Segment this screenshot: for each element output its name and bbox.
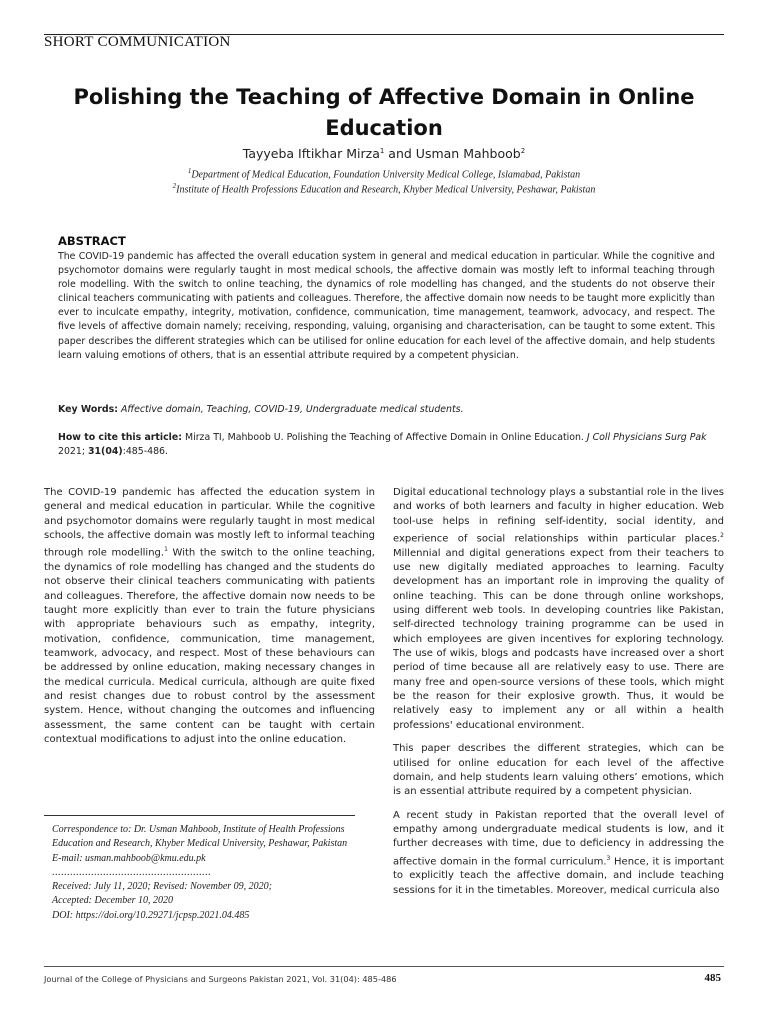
right-column — [393, 486, 724, 907]
reference-marker: 3 — [606, 854, 611, 862]
correspondence-address: Correspondence to: Dr. Usman Mahboob, Institute of Health Professions Education and Research, Khyber Medical University, Peshawar, Pakistan — [52, 824, 348, 850]
article-title: Polishing the Teaching of Affective Domain in Online Education — [73, 85, 695, 140]
affiliation-text: Department of Medical Education, Foundation University Medical College, Islamabad, Pakistan — [191, 169, 581, 181]
author-affil-marker: 1 — [379, 146, 385, 155]
citation-volume: 31(04) — [88, 446, 123, 457]
citation-journal: J Coll Physicians Surg Pak — [586, 432, 707, 443]
paragraph-text: With the switch to the online teaching, the dynamics of role modelling has changed and the students do not observe their clinical teachers communicating with patients and colleagues. Therefore, the affective domain now needs to be taught more explicitly than ever to train the future physicians with appropriate behaviours such as empathy, integrity, motivation, confidence, communication, time management, teamwork, advocacy, and respect. Most of these behaviours can be addressed by online education, making necessary changes in the medical curricula. Medical curricula, although are quite fixed and resist changes due to robust control by the assessment system. Hence, without changing the outcomes and influencing assessment, the same content can be taught with certain contextual modifications to adjust into the online education. — [44, 547, 375, 746]
reference-marker: 1 — [164, 546, 168, 554]
correspondence-rule — [44, 815, 355, 816]
author-line — [60, 146, 708, 161]
footer-journal-line: Journal of the College of Physicians and Surgeons Pakistan 2021, Vol. 31(04): 485-486 — [44, 974, 397, 984]
correspondence-email: E-mail: usman.mahboob@kmu.edu.pk — [52, 852, 206, 864]
affiliation-marker: 1 — [187, 167, 192, 175]
section-label: SHORT COMMUNICATION — [44, 34, 231, 50]
abstract-text: The COVID-19 pandemic has affected the overall education system in general and medical education in particular. While the cognitive and psychomotor domains were regularly taught in most medical schools, the affective domain was mostly left to informal teaching through role modelling. With the switch to online teaching, the dynamics of role modelling has changed, and the students do not observe their clinical teachers communicating with patients and colleagues. Therefore, the affective domain now needs to be taught more explicitly than ever to inculcate empathy, integrity, motivation, confidence, communication, time management, teamwork, advocacy, and respect. The five levels of affective domain namely; receiving, responding, valuing, organising and characterisation, can be taught to some extent. This paper describes the different strategies which can be utilised for online education for each level of the affective domain, and help students learn valuing emotions of others, that is an essential attribute required by a competent physician. — [58, 251, 715, 361]
body-paragraph — [393, 486, 724, 733]
paragraph-text: Millennial and digital generations expect from their teachers to use new digitally mediated approaches to learning. Faculty development has an important role in improving the quality of online teaching. This can be done through online workshops, using different web tools. In developing countries like Pakistan, self-directed technology training programme can be used in which employees are given incentives for exploring technology. The use of wikis, blogs and podcasts have increased over a short period of time because all are relatively easy to use. There are many free and open-source versions of these tools, which might be the reason for their explosive growth. Thus, it would be relatively easy to implement any or all within a health professions' educational environment. — [393, 547, 724, 731]
abstract-heading: ABSTRACT — [58, 234, 126, 248]
citation — [58, 431, 715, 459]
reference-marker: 2 — [720, 532, 724, 540]
citation-label: How to cite this article: — [58, 432, 183, 443]
keywords-text: Affective domain, Teaching, COVID-19, Undergraduate medical students. — [120, 404, 464, 415]
body-paragraph: This paper describes the different strategies, which can be utilised for online education for each level of the affective domain, and help students learn valuing others’ emotions, which is an essential attribute required by a competent physician. — [393, 743, 724, 798]
author-affil-marker: 2 — [520, 146, 526, 155]
affiliation-text: Institute of Health Professions Education and Research, Khyber Medical University, Peshawar, Pakistan — [176, 184, 596, 196]
body-paragraph — [44, 486, 375, 748]
citation-year: 2021; — [58, 446, 86, 457]
left-column — [44, 486, 375, 757]
affiliation — [60, 167, 708, 180]
keywords — [58, 403, 715, 417]
author-name: Usman Mahboob — [415, 146, 521, 161]
affiliation-marker: 2 — [172, 182, 177, 190]
citation-pages: :485-486. — [122, 446, 168, 457]
author-name: Tayyeba Iftikhar Mirza — [242, 146, 380, 161]
paragraph-text: Digital educational technology plays a substantial role in the lives and works of both learners and faculty in higher education. Web tool-use helps in refining self-identity, social identity, and experience of social relationships within particular places. — [393, 487, 724, 545]
paragraph-text: A recent study in Pakistan reported that the overall level of empathy among undergraduate medical students is low, and it further decreases with time, due to deficiency in addressing the affective domain in the formal curriculum. — [393, 809, 724, 867]
received-date: Received: July 11, 2020; Revised: November 09, 2020; — [52, 881, 273, 893]
dotted-separator: ..................................................... — [52, 866, 211, 878]
affiliation — [60, 182, 708, 195]
keywords-label: Key Words: — [58, 404, 118, 415]
author-conjunction: and — [384, 146, 416, 161]
correspondence-box — [52, 823, 352, 923]
accepted-date: Accepted: December 10, 2020 — [52, 895, 174, 907]
doi-text: DOI: https://doi.org/10.29271/jcpsp.2021.04.485 — [52, 909, 250, 921]
page-number: 485 — [704, 972, 721, 984]
citation-text: Mirza TI, Mahboob U. Polishing the Teaching of Affective Domain in Online Education. — [185, 432, 584, 443]
footer-rule — [44, 966, 724, 967]
body-paragraph — [393, 809, 724, 898]
paragraph-text: Hence, it is important to explicitly teach the affective domain, and include teaching sessions for it in the timetables. Moreover, medical curricula also — [393, 855, 724, 896]
paragraph-text: The COVID-19 pandemic has affected the education system in general and medical education in particular. While the cognitive and psychomotor domains were regularly taught in most medical schools, the affective domain was mostly left to informal teaching through role modelling. — [44, 487, 375, 559]
